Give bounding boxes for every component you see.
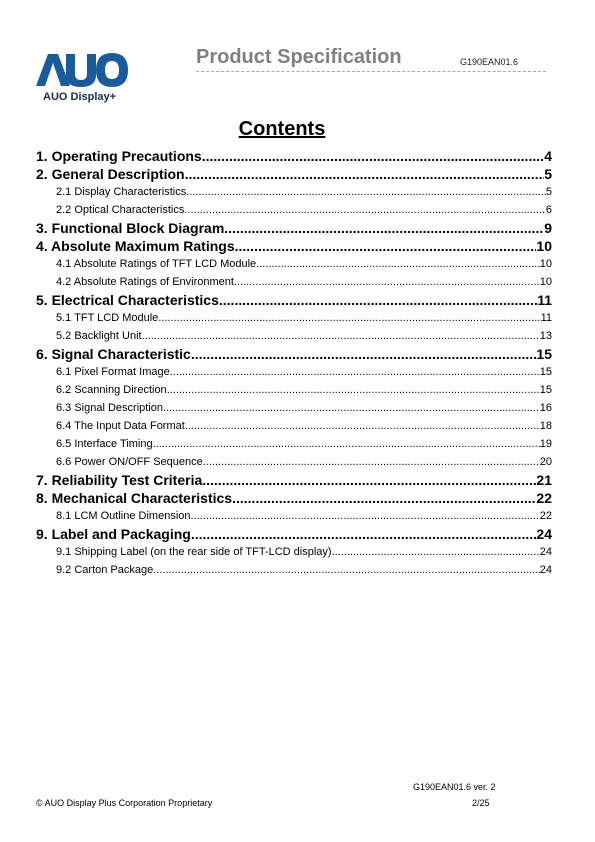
toc-entry-title: 5. Electrical Characteristics xyxy=(36,292,219,308)
toc-entry-title: 9.2 Carton Package xyxy=(56,564,154,576)
toc-dot-leader xyxy=(153,435,540,453)
toc-entry-title: 2.1 Display Characteristics xyxy=(56,186,187,198)
toc-section-entry[interactable] xyxy=(36,471,552,489)
logo-subtitle: AUO Display+ xyxy=(43,91,117,103)
document-code: G190EAN01.6 xyxy=(460,57,519,67)
toc-page-number: 24 xyxy=(539,546,552,558)
toc-section-entry[interactable] xyxy=(36,291,552,309)
toc-entry-title: 2.2 Optical Characteristics xyxy=(56,204,185,216)
toc-entry-title: 2. General Description xyxy=(36,166,185,182)
toc-subsection-entry[interactable] xyxy=(36,435,552,453)
toc-entry-title: 5.1 TFT LCD Module xyxy=(56,312,159,324)
toc-dot-leader xyxy=(203,453,540,471)
toc-page-number: 15 xyxy=(539,384,552,396)
toc-page-number: 22 xyxy=(536,490,552,506)
toc-entry-title: 6.2 Scanning Direction xyxy=(56,384,167,396)
toc-dot-leader xyxy=(224,219,544,237)
toc-subsection-entry[interactable] xyxy=(36,183,552,201)
toc-section-entry[interactable] xyxy=(36,525,552,543)
toc-page-number: 11 xyxy=(540,312,552,324)
toc-subsection-entry[interactable] xyxy=(36,399,552,417)
toc-section-entry[interactable] xyxy=(36,219,552,237)
toc-entry-title: 6.4 The Input Data Format xyxy=(56,420,185,432)
toc-section-entry[interactable] xyxy=(36,345,552,363)
toc-dot-leader xyxy=(153,561,540,579)
toc-dot-leader xyxy=(234,273,540,291)
toc-entry-title: 4.1 Absolute Ratings of TFT LCD Module xyxy=(56,258,257,270)
toc-section-entry[interactable] xyxy=(36,147,552,165)
toc-entry-title: 4.2 Absolute Ratings of Environment xyxy=(56,276,234,288)
toc-dot-leader xyxy=(186,183,546,201)
footer-page-number: 2/25 xyxy=(472,798,490,808)
toc-subsection-entry[interactable] xyxy=(36,507,552,525)
toc-page-number: 21 xyxy=(536,472,552,488)
toc-page-number: 6 xyxy=(545,204,552,216)
toc-page-number: 16 xyxy=(539,402,552,414)
toc-page-number: 4 xyxy=(544,148,552,164)
toc-entry-title: 4. Absolute Maximum Ratings xyxy=(36,238,235,254)
toc-entry-title: 6.3 Signal Description xyxy=(56,402,164,414)
footer-version: G190EAN01.6 ver. 2 xyxy=(413,782,496,792)
toc-dot-leader xyxy=(191,345,537,363)
toc-page-number: 18 xyxy=(539,420,552,432)
toc-page-number: 15 xyxy=(536,346,552,362)
toc-page-number: 9 xyxy=(544,220,552,236)
toc-subsection-entry[interactable] xyxy=(36,327,552,345)
toc-entry-title: 7. Reliability Test Criteria xyxy=(36,472,203,488)
toc-section-entry[interactable] xyxy=(36,165,552,183)
toc-dot-leader xyxy=(232,489,536,507)
toc-dot-leader xyxy=(167,381,540,399)
toc-dot-leader xyxy=(191,525,537,543)
toc-page-number: 11 xyxy=(537,292,552,308)
toc-subsection-entry[interactable] xyxy=(36,363,552,381)
footer-copyright: © AUO Display Plus Corporation Proprietary xyxy=(36,798,213,808)
toc-page-number: 22 xyxy=(539,510,552,522)
toc-entry-title: 8. Mechanical Characteristics xyxy=(36,490,233,506)
toc-dot-leader xyxy=(202,471,536,489)
toc-subsection-entry[interactable] xyxy=(36,543,552,561)
toc-subsection-entry[interactable] xyxy=(36,453,552,471)
toc-page-number: 5 xyxy=(544,166,552,182)
toc-dot-leader xyxy=(184,201,545,219)
toc-entry-title: 9.1 Shipping Label (on the rear side of TFT-LCD display) xyxy=(56,546,332,558)
toc-dot-leader xyxy=(202,147,544,165)
toc-entry-title: 9. Label and Packaging xyxy=(36,526,191,542)
toc-subsection-entry[interactable] xyxy=(36,561,552,579)
toc-entry-title: 6.1 Pixel Format Image xyxy=(56,366,170,378)
toc-dot-leader xyxy=(185,165,545,183)
toc-entry-title: 8.1 LCM Outline Dimension xyxy=(56,510,191,522)
toc-page-number: 10 xyxy=(536,238,552,254)
toc-page-number: 5 xyxy=(545,186,552,198)
toc-page-number: 15 xyxy=(539,366,552,378)
toc-dot-leader xyxy=(170,363,540,381)
toc-entry-title: 3. Functional Block Diagram xyxy=(36,220,225,236)
toc-entry-title: 1. Operating Precautions xyxy=(36,148,202,164)
toc-subsection-entry[interactable] xyxy=(36,273,552,291)
toc-section-entry[interactable] xyxy=(36,237,552,255)
toc-dot-leader xyxy=(235,237,537,255)
toc-dot-leader xyxy=(185,417,540,435)
toc-page-number: 19 xyxy=(539,438,552,450)
toc-dot-leader xyxy=(219,291,537,309)
header-divider xyxy=(196,71,546,72)
contents-heading: Contents xyxy=(238,118,326,140)
toc-entry-title: 6. Signal Characteristic xyxy=(36,346,191,362)
document-title: Product Specification xyxy=(196,46,402,68)
toc-page-number: 10 xyxy=(539,276,552,288)
toc-entry-title: 5.2 Backlight Unit xyxy=(56,330,142,342)
toc-page-number: 24 xyxy=(536,526,552,542)
auo-logo xyxy=(36,52,128,88)
table-of-contents xyxy=(36,147,552,579)
toc-subsection-entry[interactable] xyxy=(36,201,552,219)
toc-page-number: 20 xyxy=(539,456,552,468)
toc-page-number: 10 xyxy=(539,258,552,270)
toc-subsection-entry[interactable] xyxy=(36,417,552,435)
toc-entry-title: 6.5 Interface Timing xyxy=(56,438,153,450)
toc-subsection-entry[interactable] xyxy=(36,255,552,273)
toc-page-number: 24 xyxy=(539,564,552,576)
toc-subsection-entry[interactable] xyxy=(36,309,552,327)
toc-entry-title: 6.6 Power ON/OFF Sequence xyxy=(56,456,203,468)
toc-subsection-entry[interactable] xyxy=(36,381,552,399)
toc-dot-leader xyxy=(142,327,540,345)
toc-dot-leader xyxy=(332,543,540,561)
toc-dot-leader xyxy=(256,255,540,273)
toc-dot-leader xyxy=(163,399,540,417)
toc-dot-leader xyxy=(191,507,540,525)
toc-dot-leader xyxy=(158,309,540,327)
toc-section-entry[interactable] xyxy=(36,489,552,507)
toc-page-number: 13 xyxy=(539,330,552,342)
